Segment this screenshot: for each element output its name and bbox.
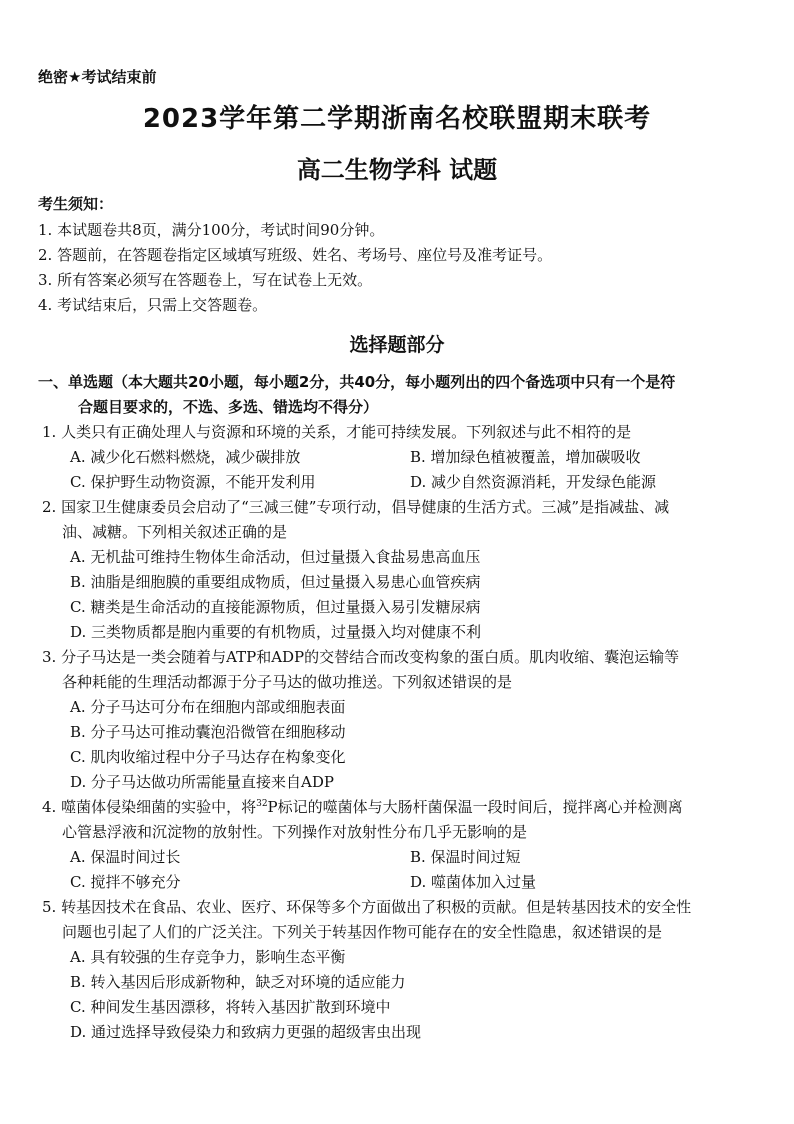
notice-item: 2. 答题前，在答题卷指定区域填写班级、姓名、考场号、座位号及准考证号。 [38, 246, 553, 264]
question-2-option-d: D. 三类物质都是胞内重要的有机物质，过量摄入均对健康不利 [70, 623, 482, 641]
question-3-option-d: D. 分子马达做功所需能量直接来自ADP [70, 773, 334, 791]
question-5-stem-line2: 问题也引起了人们的广泛关注。下列关于转基因作物可能存在的安全性隐患，叙述错误的是 [62, 923, 663, 941]
question-2-option-c: C. 糖类是生命活动的直接能源物质，但过量摄入易引发糖尿病 [70, 598, 481, 616]
question-3-stem-line2: 各种耗能的生理活动都源于分子马达的做功推送。下列叙述错误的是 [62, 673, 513, 691]
section-title: 选择题部分 [349, 334, 445, 356]
question-1-option-c: C. 保护野生动物资源，不能开发利用 [70, 473, 316, 491]
question-4-option-b: B. 保温时间过短 [410, 848, 521, 866]
notice-item: 4. 考试结束后，只需上交答题卷。 [38, 296, 268, 314]
question-1-stem: 1. 人类只有正确处理人与资源和环境的关系，才能可持续发展。下列叙述与此不相符的是 [42, 423, 632, 441]
question-1-option-b: B. 增加绿色植被覆盖，增加碳吸收 [410, 448, 641, 466]
notice-item: 3. 所有答案必须写在答题卷上，写在试卷上无效。 [38, 271, 373, 289]
notice-heading: 考生须知： [38, 195, 114, 213]
question-2-stem-line1: 2. 国家卫生健康委员会启动了“三减三健”专项行动，倡导健康的生活方式。三减”是指减盐、减 [42, 498, 670, 516]
question-2-option-a: A. 无机盐可维持生物体生命活动，但过量摄入食盐易患高血压 [70, 548, 481, 566]
question-3-option-c: C. 肌肉收缩过程中分子马达存在构象变化 [70, 748, 346, 766]
question-5-option-a: A. 具有较强的生存竞争力，影响生态平衡 [70, 948, 346, 966]
exam-title: 2023学年第二学期浙南名校联盟期末联考 [142, 104, 652, 134]
question-3-option-a: A. 分子马达可分布在细胞内部或细胞表面 [70, 698, 346, 716]
question-3-stem-line1: 3. 分子马达是一类会随着与ATP和ADP的交替结合而改变构象的蛋白质。肌肉收缩、囊泡运输等 [42, 648, 680, 666]
question-5-option-d: D. 通过选择导致侵染力和致病力更强的超级害虫出现 [70, 1023, 422, 1041]
question-5-option-b: B. 转入基因后形成新物种，缺乏对环境的适应能力 [70, 973, 406, 991]
question-4-stem-pre: 4. 噬菌体侵染细菌的实验中，将 [42, 798, 257, 816]
question-4-option-d: D. 噬菌体加入过量 [410, 873, 537, 891]
isotope-mass-number: 32 [256, 799, 268, 809]
question-4-option-c: C. 搅拌不够充分 [70, 873, 181, 891]
confidential-label: 绝密★考试结束前 [38, 68, 157, 86]
part-instructions-line2: 合题目要求的，不选、多选、错选均不得分） [78, 398, 379, 416]
question-2-option-b: B. 油脂是细胞膜的重要组成物质，但过量摄入易患心血管疾病 [70, 573, 481, 591]
question-4-option-a: A. 保温时间过长 [70, 848, 181, 866]
question-5-stem-line1: 5. 转基因技术在食品、农业、医疗、环保等多个方面做出了积极的贡献。但是转基因技术的安全性 [42, 898, 692, 916]
question-2-stem-line2: 油、减糖。下列相关叙述正确的是 [62, 523, 288, 541]
question-1-option-d: D. 减少自然资源消耗，开发绿色能源 [410, 473, 657, 491]
exam-subtitle: 高二生物学科 试题 [296, 156, 498, 184]
question-5-option-c: C. 种间发生基因漂移，将转入基因扩散到环境中 [70, 998, 391, 1016]
question-4-stem-post: P标记的噬菌体与大肠杆菌保温一段时间后，搅拌离心并检测离 [267, 798, 683, 816]
question-4-stem-line2: 心管悬浮液和沉淀物的放射性。下列操作对放射性分布几乎无影响的是 [62, 823, 528, 841]
notice-item: 1. 本试题卷共8页，满分100分，考试时间90分钟。 [38, 221, 385, 239]
part-instructions-line1: 一、单选题（本大题共20小题，每小题2分，共40分，每小题列出的四个备选项中只有一个是符 [38, 373, 676, 391]
question-3-option-b: B. 分子马达可推动囊泡沿微管在细胞移动 [70, 723, 346, 741]
question-1-option-a: A. 减少化石燃料燃烧，减少碳排放 [70, 448, 301, 466]
question-4-stem-line1 [42, 796, 683, 817]
